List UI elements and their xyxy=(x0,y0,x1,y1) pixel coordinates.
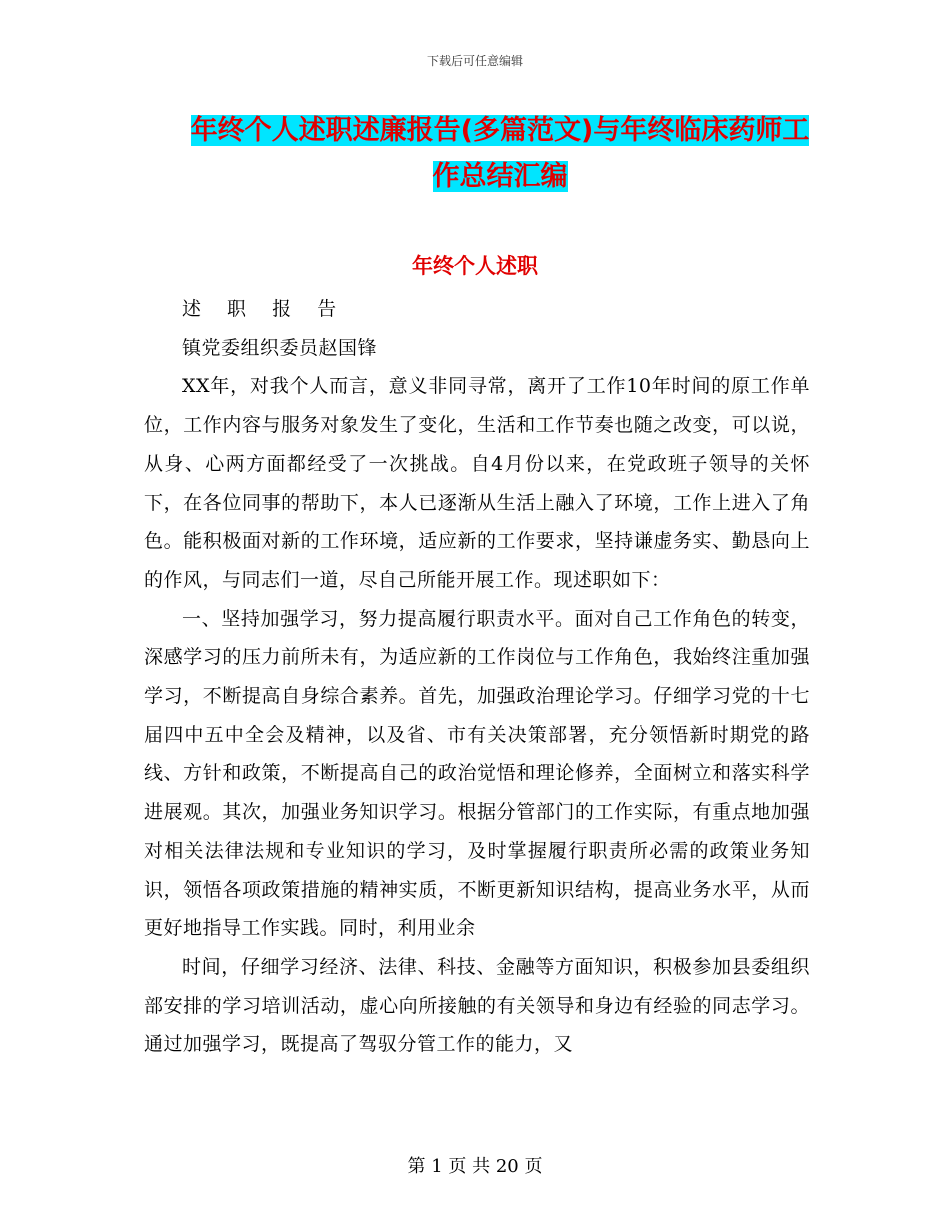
document-title xyxy=(140,108,860,200)
page-number-footer: 第 1 页 共 20 页 xyxy=(407,1156,543,1177)
section-title: 年终个人述职 xyxy=(412,254,538,278)
body-paragraph: 时间，仔细学习经济、法律、科技、金融等方面知识，积极参加县委组织部安排的学习培训活动，虚心向所接触的有关领导和身边有经验的同志学习。通过加强学习，既提高了驾驭分管工作的能力，又 xyxy=(144,955,810,1056)
page-header-note: 下载后可任意编辑 xyxy=(426,54,523,68)
document-title-line-2: 作总结汇编 xyxy=(432,161,568,192)
author-line: 镇党委组织委员赵国锋 xyxy=(182,336,378,359)
body-paragraph: 一、坚持加强学习，努力提高履行职责水平。面对自己工作角色的转变，深感学习的压力前所未有，为适应新的工作岗位与工作角色，我始终注重加强学习，不断提高自身综合素养。首先，加强政治理论学习。仔细学习党的十七届四中五中全会及精神，以及省、市有关决策部署，充分领悟新时期党的路线、方针和政策，不断提高自己的政治觉悟和理论修养，全面树立和落实科学进展观。其次，加强业务知识学习。根据分管部门的工作实际，有重点地加强对相关法律法规和专业知识的学习，及时掌握履行职责所必需的政策业务知识，领悟各项政策措施的精神实质，不断更新知识结构，提高业务水平，从而更好地指导工作实践。同时，利用业余 xyxy=(144,607,810,940)
body-paragraph: XX年，对我个人而言，意义非同寻常，离开了工作10年时间的原工作单位，工作内容与服务对象发生了变化，生活和工作节奏也随之改变，可以说，从身、心两方面都经受了一次挑战。自4月份以来，在党政班子领导的关怀下，在各位同事的帮助下，本人已逐渐从生活上融入了环境，工作上进入了角色。能积极面对新的工作环境，适应新的工作要求，坚持谦虚务实、勤恳向上的作风，与同志们一道，尽自己所能开展工作。现述职如下： xyxy=(144,375,810,591)
report-heading: 述 职 报 告 xyxy=(182,298,347,320)
document-body xyxy=(144,290,810,1064)
document-title-line-1: 年终个人述职述廉报告(多篇范文)与年终临床药师工 xyxy=(190,115,810,146)
